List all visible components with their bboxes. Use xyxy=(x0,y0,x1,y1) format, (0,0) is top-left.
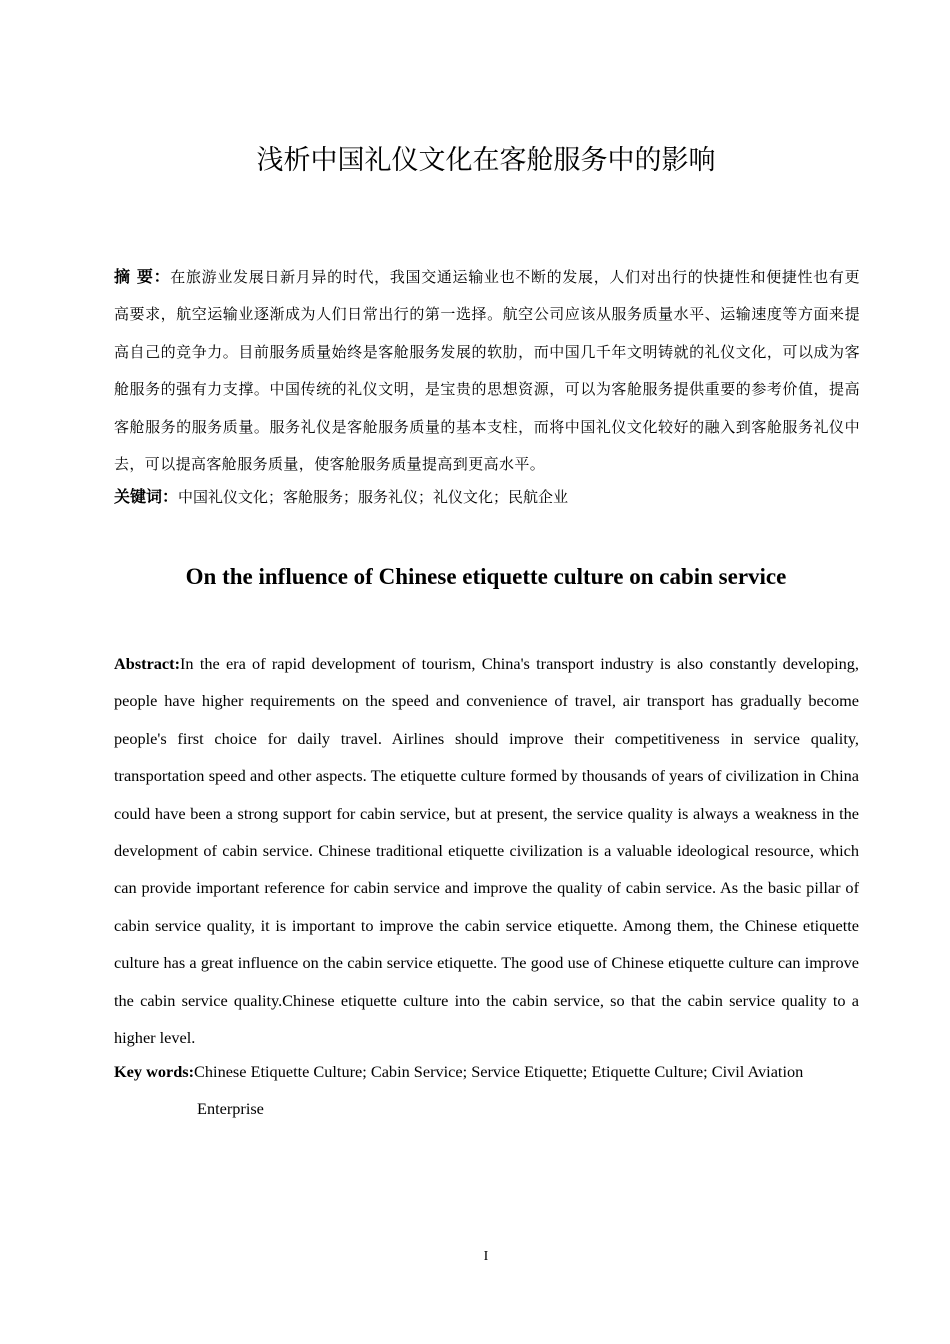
chinese-keywords-text: 中国礼仪文化；客舱服务；服务礼仪；礼仪文化；民航企业 xyxy=(178,488,569,506)
english-abstract-text: In the era of rapid development of tourism, China's transport industry is also constantly developing, people have higher requirements on the speed and convenience of travel, air transport has gradually become people's first choice for daily travel. Airlines should improve their competitiveness in service quality, transportation speed and other aspects. The etiquette culture formed by thousands of years of civilization in China could have been a strong support for cabin service, but at present, the service quality is always a weakness in the development of cabin service. Chinese traditional etiquette civilization is a valuable ideological resource, which can provide important reference for cabin service and improve the quality of cabin service. As the basic pillar of cabin service quality, it is important to improve the cabin service etiquette. Among them, the Chinese etiquette culture has a great influence on the cabin service etiquette. The good use of Chinese etiquette culture can improve the cabin service quality.Chinese etiquette culture into the cabin service, so that the cabin service quality to a higher level. xyxy=(114,654,859,1048)
chinese-abstract-text: 在旅游业发展日新月异的时代，我国交通运输业也不断的发展，人们对出行的快捷性和便捷性也有更高要求，航空运输业逐渐成为人们日常出行的第一选择。航空公司应该从服务质量水平、运输速度等方面来提高自己的竞争力。目前服务质量始终是客舱服务发展的软肋，而中国几千年文明铸就的礼仪文化，可以成为客舱服务的强有力支撑。中国传统的礼仪文明，是宝贵的思想资源，可以为客舱服务提供重要的参考价值，提高客舱服务的服务质量。服务礼仪是客舱服务质量的基本支柱，而将中国礼仪文化较好的融入到客舱服务礼仪中去，可以提高客舱服务质量，使客舱服务质量提高到更高水平。 xyxy=(114,268,860,474)
english-keywords-text: Chinese Etiquette Culture; Cabin Service; Service Etiquette; Etiquette Culture; Civil Aviation Enterprise xyxy=(194,1062,804,1119)
chinese-abstract-label: 摘 要： xyxy=(114,267,171,286)
english-title: On the influence of Chinese etiquette culture on cabin service xyxy=(185,564,787,589)
english-keywords xyxy=(114,1053,859,1128)
page-number: I xyxy=(483,1249,489,1264)
chinese-abstract xyxy=(114,258,860,483)
chinese-title: 浅析中国礼仪文化在客舱服务中的影响 xyxy=(256,145,716,176)
english-abstract xyxy=(114,645,859,1056)
english-keywords-label: Key words: xyxy=(114,1062,195,1081)
chinese-keywords-label: 关键词： xyxy=(114,487,179,506)
english-abstract-label: Abstract: xyxy=(114,654,181,673)
chinese-keywords xyxy=(114,481,860,513)
